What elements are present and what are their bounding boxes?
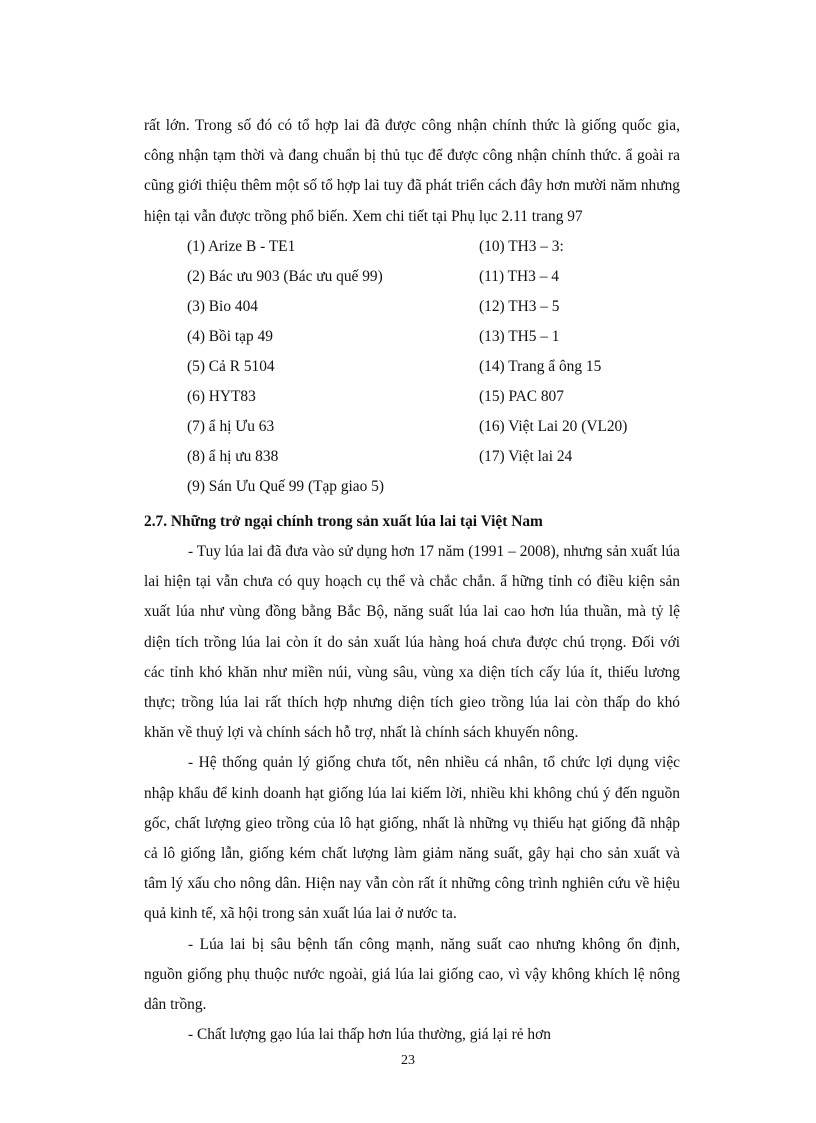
list-item: (2) Bác ưu 903 (Bác ưu quế 99) <box>187 268 383 285</box>
list-row <box>187 292 667 322</box>
list-item: (10) TH3 – 3: <box>479 238 564 255</box>
body-block <box>144 537 680 1050</box>
variety-list <box>187 232 667 502</box>
list-row <box>187 232 667 262</box>
list-item: (15) PAC 807 <box>479 388 564 405</box>
list-item: (12) TH3 – 5 <box>479 298 560 315</box>
body-paragraph: - Lúa lai bị sâu bệnh tấn công mạnh, năng suất cao nhưng không ổn định, nguồn giống phụ thuộc nước ngoài, giá lúa lai giống cao, vì vậy không khích lệ nông dân trồng. <box>144 935 680 1014</box>
list-row <box>187 382 667 412</box>
list-item: (11) TH3 – 4 <box>479 268 559 285</box>
list-item: (16) Việt Lai 20 (VL20) <box>479 418 628 435</box>
body-paragraph: - Hệ thống quản lý giống chưa tốt, nên nhiều cá nhân, tổ chức lợi dụng việc nhập khẩu để kinh doanh hạt giống lúa lai kiếm lời, nhiều khi không chú ý đến nguồn gốc, chất lượng gieo trồng của lô hạt giống, nhất là những vụ thiếu hạt giống đã nhập cả lô giống lẫn, giống kém chất lượng làm giảm năng suất, gây hại cho sản xuất và tâm lý xấu cho nông dân. Hiện nay vẫn còn rất ít những công trình nghiên cứu về hiệu quả kinh tế, xã hội trong sản xuất lúa lai ở nước ta. <box>144 754 680 923</box>
list-row <box>187 322 667 352</box>
list-row <box>187 262 667 292</box>
body-paragraph: - Tuy lúa lai đã đưa vào sử dụng hơn 17 năm (1991 – 2008), nhưng sản xuất lúa lai hiện tại vẫn chưa có quy hoạch cụ thể và chắc chắn. ẩ hững tỉnh có điều kiện sản xuất lúa như vùng đồng bằng Bắc Bộ, năng suất lúa lai cao hơn lúa thuần, mà tỷ lệ diện tích trồng lúa lai còn ít do sản xuất lúa hàng hoá chưa được chú trọng. Đối với các tỉnh khó khăn như miền núi, vùng sâu, vùng xa diện tích cấy lúa ít, thiếu lương thực; trồng lúa lai rất thích hợp nhưng diện tích gieo trồng lúa lai còn thấp do khó khăn về thuỷ lợi và chính sách hỗ trợ, nhất là chính sách khuyến nông. <box>144 543 680 742</box>
list-row <box>187 352 667 382</box>
intro-paragraph: rất lớn. Trong số đó có tổ hợp lai đã được công nhận chính thức là giống quốc gia, công nhận tạm thời và đang chuẩn bị thủ tục để được công nhận chính thức. ẩ goài ra cũng giới thiệu thêm một số tổ hợp lai tuy đã phát triển cách đây hơn mười năm nhưng hiện tại vẫn được trồng phổ biến. Xem chi tiết tại Phụ lục 2.11 trang 97 <box>144 117 680 225</box>
list-item: (5) Cả R 5104 <box>187 358 275 375</box>
list-item: (17) Việt lai 24 <box>479 448 573 465</box>
list-row <box>187 412 667 442</box>
list-item: (8) ẩ hị ưu 838 <box>187 448 279 465</box>
list-item: (14) Trang ẩ ông 15 <box>479 358 602 375</box>
list-item: (13) TH5 – 1 <box>479 328 560 345</box>
page-number: 23 <box>401 1053 415 1068</box>
list-item: (1) Arize B - TE1 <box>187 238 296 255</box>
section-heading: 2.7. Những trở ngại chính trong sản xuất lúa lai tại Việt Nam <box>144 513 543 530</box>
list-item: (3) Bio 404 <box>187 298 258 315</box>
list-row <box>187 442 667 472</box>
list-item: (9) Sán Ưu Quế 99 (Tạp giao 5) <box>187 478 385 495</box>
body-paragraph: - Chất lượng gạo lúa lai thấp hơn lúa thường, giá lại rẻ hơn <box>188 1026 551 1044</box>
intro-block <box>144 111 680 232</box>
list-item: (4) Bồi tạp 49 <box>187 328 273 345</box>
list-row <box>187 472 667 502</box>
list-item: (7) ẩ hị Ưu 63 <box>187 418 275 435</box>
list-item: (6) HYT83 <box>187 388 256 405</box>
